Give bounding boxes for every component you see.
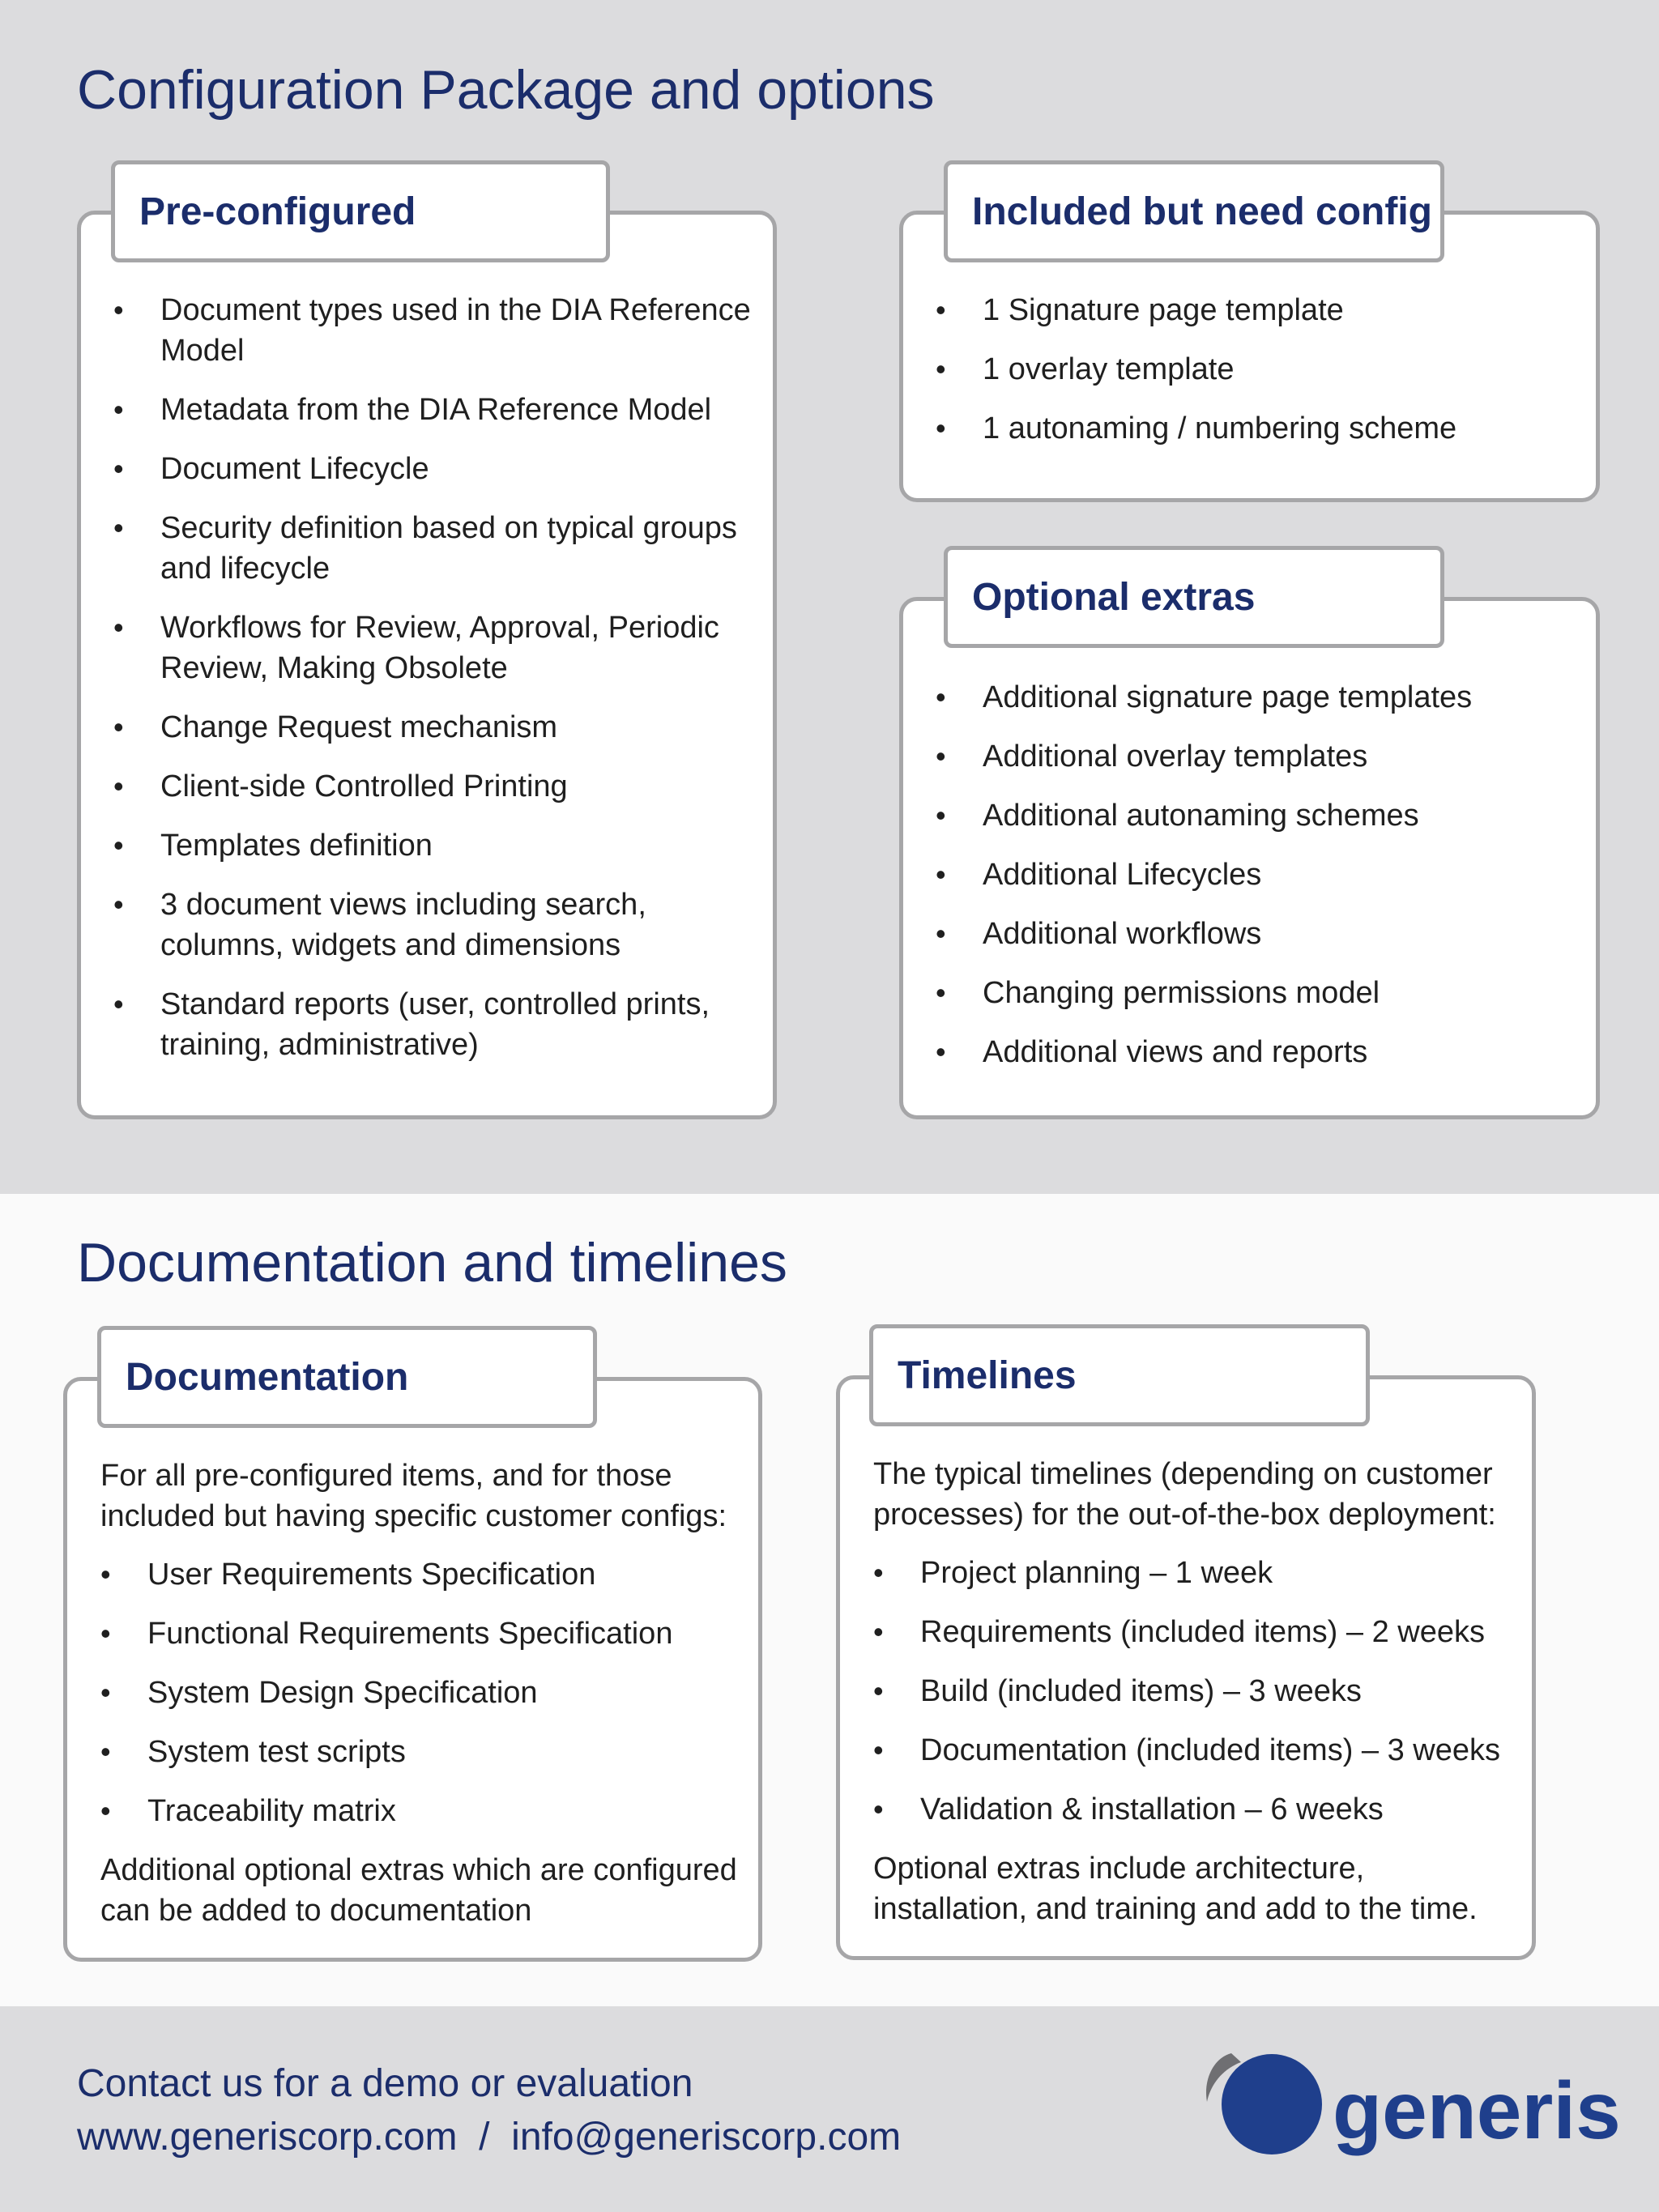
contact-links[interactable]: www.generiscorp.com / info@generiscorp.com — [77, 2116, 902, 2159]
list-item: • Traceability matrix — [100, 1791, 748, 1831]
generis-logo — [1199, 2041, 1621, 2171]
documentation-intro: For all pre-configured items, and for those included but having specific customer configs: — [100, 1459, 727, 1533]
list-item: • Templates definition — [113, 825, 761, 866]
preconfigured-title: Pre-configured — [139, 190, 416, 233]
timelines-tab — [869, 1324, 1370, 1426]
logo-wordmark: generis — [1333, 2065, 1621, 2156]
list-item: • System Design Specification — [100, 1673, 748, 1713]
list-item: • Changing permissions model — [936, 973, 1584, 1013]
documentation-title: Documentation — [126, 1355, 409, 1399]
list-item: • Additional views and reports — [936, 1032, 1584, 1072]
timelines-outro: Optional extras include architecture, installation, and training and add to the time. — [873, 1852, 1478, 1926]
contact-line: Contact us for a demo or evaluation — [77, 2062, 693, 2105]
logo-circle-icon — [1222, 2054, 1322, 2154]
list-item: • Additional signature page templates — [936, 677, 1584, 718]
list-item: • Additional Lifecycles — [936, 855, 1584, 895]
list-item: • 3 document views including search, columns, widgets and dimensions — [113, 884, 761, 965]
list-item: • Workflows for Review, Approval, Periodic Review, Making Obsolete — [113, 607, 761, 688]
documentation-outro: Additional optional extras which are configured can be added to documentation — [100, 1853, 737, 1928]
optional-tab — [944, 546, 1444, 648]
config-section-title: Configuration Package and options — [77, 59, 935, 121]
list-item: • Additional overlay templates — [936, 736, 1584, 777]
list-item: • Project planning – 1 week — [873, 1553, 1521, 1593]
list-item: • Additional workflows — [936, 914, 1584, 954]
documentation-list — [100, 1554, 748, 1850]
list-item: • Validation & installation – 6 weeks — [873, 1789, 1521, 1830]
list-item: • 1 overlay template — [936, 349, 1584, 390]
list-item: • 1 Signature page template — [936, 290, 1584, 330]
list-item: • System test scripts — [100, 1732, 748, 1772]
list-item: • Document Lifecycle — [113, 449, 761, 489]
list-item: • Build (included items) – 3 weeks — [873, 1671, 1521, 1711]
list-item: • Documentation (included items) – 3 weeks — [873, 1730, 1521, 1771]
list-item: • Standard reports (user, controlled prints, training, administrative) — [113, 984, 761, 1065]
timelines-intro: The typical timelines (depending on customer processes) for the out-of-the-box deployment: — [873, 1457, 1496, 1532]
timelines-list — [873, 1553, 1521, 1848]
list-item: • Requirements (included items) – 2 weeks — [873, 1612, 1521, 1652]
list-item: • 1 autonaming / numbering scheme — [936, 408, 1584, 449]
list-item: • User Requirements Specification — [100, 1554, 748, 1595]
included-list — [936, 290, 1584, 467]
list-item: • Document types used in the DIA Reference Model — [113, 290, 761, 371]
optional-list — [936, 677, 1584, 1091]
included-title: Included but need config — [972, 190, 1432, 233]
preconfigured-tab — [111, 160, 610, 262]
preconfigured-list — [113, 290, 761, 1084]
documentation-tab — [97, 1326, 597, 1428]
included-tab — [944, 160, 1444, 262]
list-item: • Functional Requirements Specification — [100, 1613, 748, 1654]
list-item: • Change Request mechanism — [113, 707, 761, 748]
timelines-title: Timelines — [898, 1353, 1077, 1397]
list-item: • Additional autonaming schemes — [936, 795, 1584, 836]
optional-title: Optional extras — [972, 575, 1256, 619]
list-item: • Client-side Controlled Printing — [113, 766, 761, 807]
list-item: • Security definition based on typical groups and lifecycle — [113, 508, 761, 589]
list-item: • Metadata from the DIA Reference Model — [113, 390, 761, 430]
docs-section-title: Documentation and timelines — [77, 1232, 787, 1294]
